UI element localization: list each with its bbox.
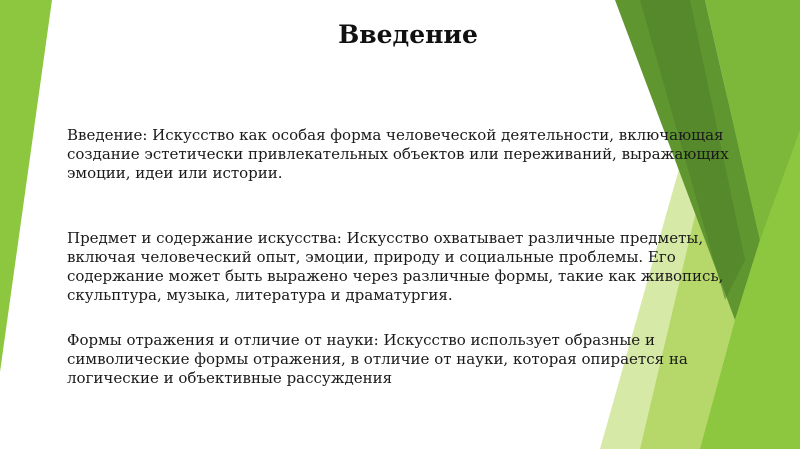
left-green-shape — [0, 0, 52, 372]
paragraph-introduction: Введение: Искусство как особая форма человеческой деятельности, включающая создание эстетически привлекательных объектов или переживаний, выражающих эмоции, идеи или истории. — [67, 126, 729, 182]
paragraph-subject-content: Предмет и содержание искусства: Искусство охватывает различные предметы, включая человеческий опыт, эмоции, природу и социальные проблемы. Его содержание может быть выражено через различные формы, такие как живопись, скульптура, музыка, литература и драматургия. — [67, 229, 724, 304]
slide-title: Введение — [338, 20, 478, 49]
paragraph-forms-reflection: Формы отражения и отличие от науки: Искусство использует образные и символические формы отражения, в отличие от науки, которая опирается на логические и объективные рассуждения — [67, 331, 688, 387]
